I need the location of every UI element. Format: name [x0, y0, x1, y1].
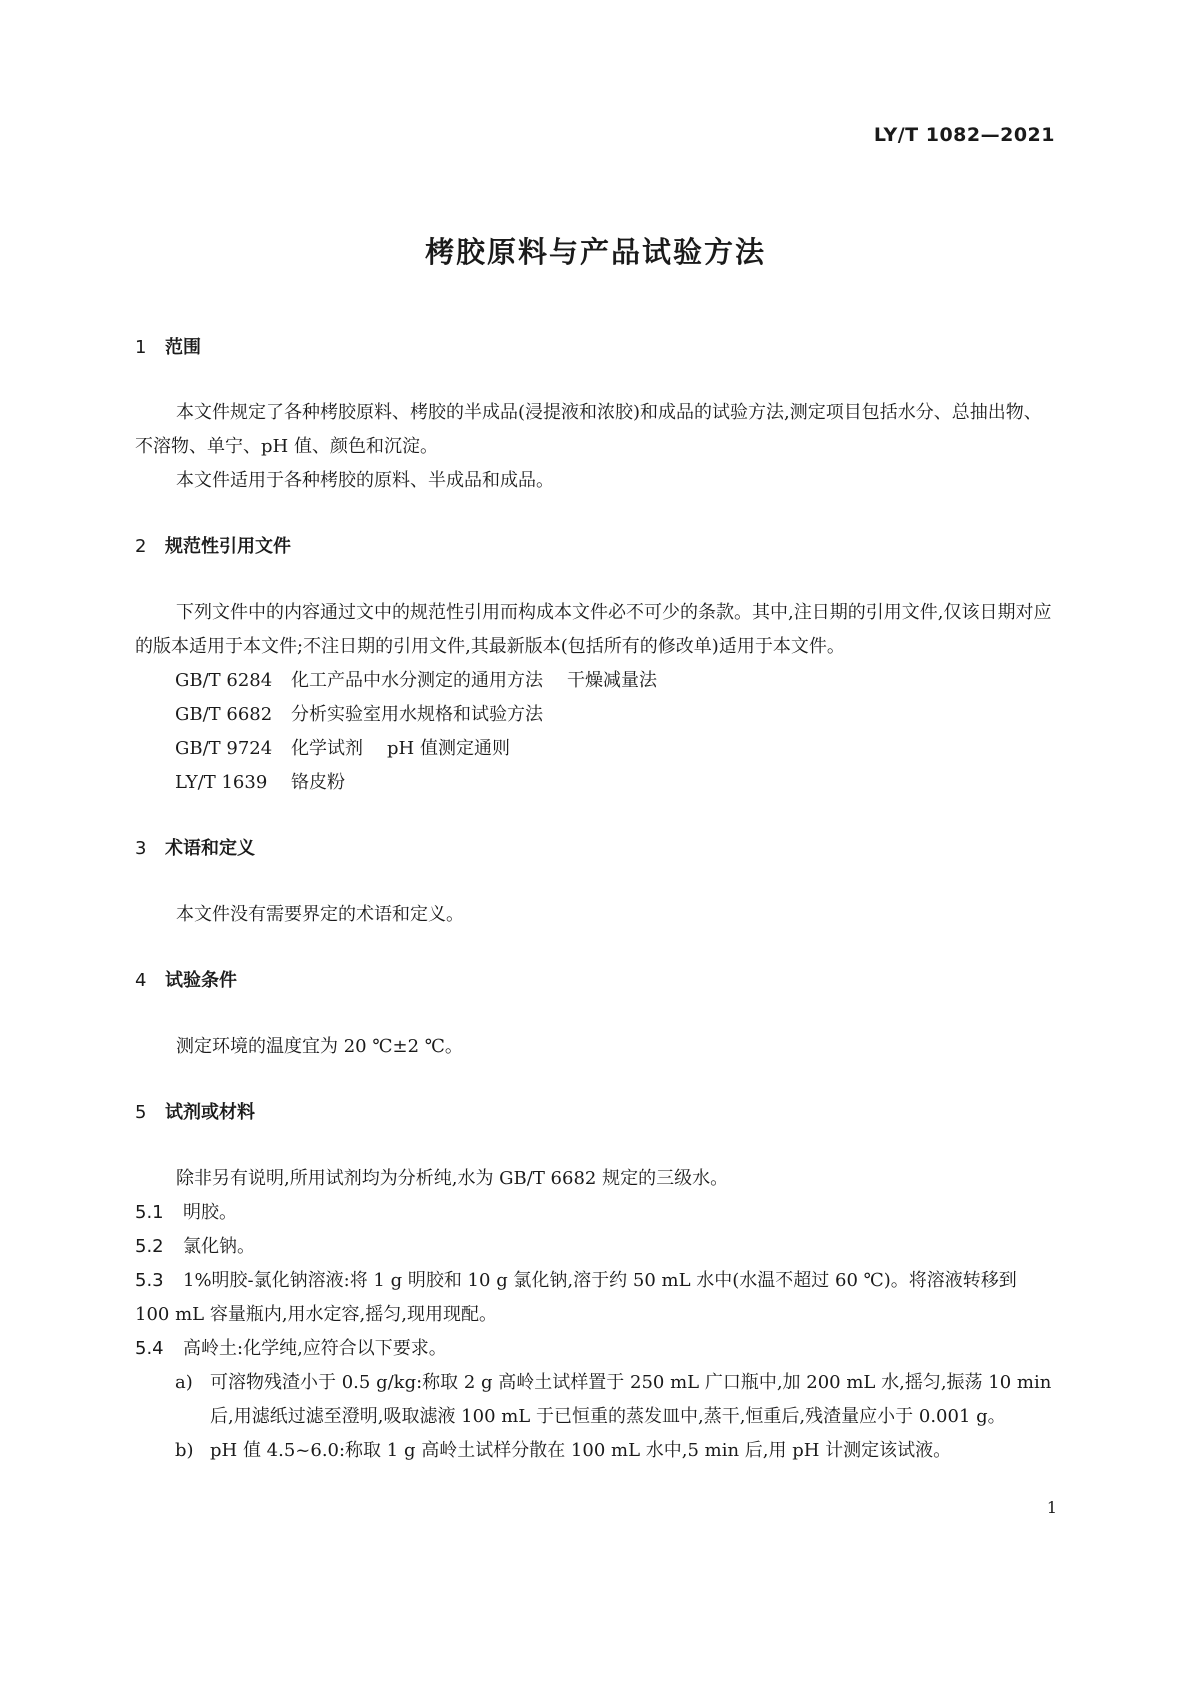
list-item: [135, 1434, 1055, 1468]
clause: [135, 1196, 1055, 1230]
section-3-heading: [135, 836, 1055, 862]
section-5-heading: [135, 1100, 1055, 1126]
clause-number: 5.1: [135, 1202, 164, 1223]
section-number: 2: [135, 536, 147, 557]
reference-title: 铬皮粉: [291, 772, 345, 793]
document-title: 栲胶原料与产品试验方法: [424, 235, 766, 269]
reference-item: [135, 664, 1055, 698]
list-marker: a): [175, 1372, 193, 1393]
section-2-heading: [135, 534, 1055, 560]
section-number: 4: [135, 970, 147, 991]
clause-text: 1%明胶-氯化钠溶液:将 1 g 明胶和 10 g 氯化钠,溶于约 50 mL 水中(水温不超过 60 ℃)。将溶液转移到 100 mL 容量瓶内,用水定容,摇匀,现用现配。: [135, 1270, 1017, 1325]
clause-text: 氯化钠。: [183, 1236, 255, 1257]
document-body: [135, 335, 1055, 1468]
section-number: 3: [135, 838, 147, 859]
section-title: 试剂或材料: [165, 1102, 255, 1123]
reference-title: 化工产品中水分测定的通用方法: [291, 670, 543, 691]
standard-code: LY/T 1082—2021: [873, 124, 1055, 146]
clause-number: 5.2: [135, 1236, 164, 1257]
paragraph: 测定环境的温度宜为 20 ℃±2 ℃。: [176, 1036, 463, 1057]
clause-number: 5.4: [135, 1338, 164, 1359]
clause: [135, 1230, 1055, 1264]
clause-number: 5.3: [135, 1270, 164, 1291]
reference-code: GB/T 6284: [175, 670, 273, 691]
reference-code: GB/T 9724: [175, 738, 273, 759]
reference-item: [135, 698, 1055, 732]
paragraph: 除非另有说明,所用试剂均为分析纯,水为 GB/T 6682 规定的三级水。: [176, 1168, 729, 1189]
list-item-text: 可溶物残渣小于 0.5 g/kg:称取 2 g 高岭土试样置于 250 mL 广口瓶中,加 200 mL 水,摇匀,振荡 10 min 后,用滤纸过滤至澄明,吸取滤液 100 mL 于已恒重的蒸发皿中,蒸干,恒重后,残渣量应小于 0.001 g。: [210, 1372, 1052, 1427]
clause-text: 明胶。: [183, 1202, 237, 1223]
section-title: 试验条件: [165, 970, 237, 991]
page-number: 1: [1046, 1498, 1057, 1517]
reference-title: 化学试剂: [291, 738, 363, 759]
section-title: 规范性引用文件: [165, 536, 291, 557]
paragraph: 下列文件中的内容通过文中的规范性引用而构成本文件必不可少的条款。其中,注日期的引用文件,仅该日期对应的版本适用于本文件;不注日期的引用文件,其最新版本(包括所有的修改单)适用于本文件。: [135, 602, 1052, 657]
reference-code: LY/T 1639: [175, 772, 268, 793]
list-item-text: pH 值 4.5~6.0:称取 1 g 高岭土试样分散在 100 mL 水中,5 min 后,用 pH 计测定该试液。: [210, 1440, 952, 1461]
reference-code: GB/T 6682: [175, 704, 273, 725]
section-4-heading: [135, 968, 1055, 994]
clause-text: 高岭土:化学纯,应符合以下要求。: [183, 1338, 447, 1359]
list-marker: b): [175, 1440, 194, 1461]
section-title: 术语和定义: [165, 838, 255, 859]
clause: [135, 1332, 1055, 1366]
reference-title: 分析实验室用水规格和试验方法: [291, 704, 543, 725]
reference-subtitle: pH 值测定通则: [387, 738, 510, 759]
reference-item: [135, 732, 1055, 766]
paragraph: 本文件规定了各种栲胶原料、栲胶的半成品(浸提液和浓胶)和成品的试验方法,测定项目包括水分、总抽出物、不溶物、单宁、pH 值、颜色和沉淀。: [135, 402, 1042, 457]
list-item: [135, 1366, 1055, 1434]
section-title: 范围: [165, 337, 201, 358]
paragraph: 本文件没有需要界定的术语和定义。: [176, 904, 464, 925]
reference-subtitle: 干燥减量法: [567, 670, 657, 691]
section-number: 5: [135, 1102, 147, 1123]
paragraph: 本文件适用于各种栲胶的原料、半成品和成品。: [176, 470, 554, 491]
section-1-heading: [135, 335, 1055, 361]
section-number: 1: [135, 337, 147, 358]
clause: [135, 1264, 1055, 1332]
reference-item: [135, 766, 1055, 800]
